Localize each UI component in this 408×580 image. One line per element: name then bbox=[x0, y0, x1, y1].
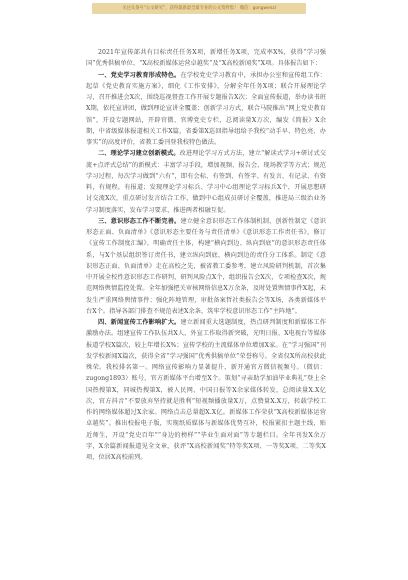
intro-paragraph: 2021年宣传部共有目标责任任务X项，新增任务X项，完成率X%，获得“学习强国”优秀供稿单位、“X高校新媒体运营卓越奖”及“X高校新闻奖”X项。具体报告如下： bbox=[86, 49, 326, 68]
section-heading: 四、新闻宣传工作影响扩大。 bbox=[98, 319, 181, 326]
report-body bbox=[86, 47, 326, 463]
section-text: 改进理论学习方式方法，建立“解读式学习+研讨式交流+点评式总结”的新模式：丰富学习手段，增加视频、报告会、现场教学等方式；规范学习过程，每次学习做到“六有”，即有会标、有签到、有签字、有发言、有记录、有资料，有规程，有报道；发现理论学习标兵、学习中心组理论学习标兵X个，开展思想研讨交流X次，重点研讨发言结合工作，做到中心组成员研讨全覆盖，推进局三级治业务学习制度落实，发布学习要求，推进两者相融互促。 bbox=[86, 150, 327, 214]
section-text: 在学校党史学习教育中，承担办公室和宣传组工作：起草《党史教育实施方案》，细化《工作安排》，分解全年任务X项；联合开展理论学习，召开推进会X次，围绕巡视督查工作开展专题报告X次；全面宣传报道，举办读书班X期，依托宣讲团，做到理论宣讲全覆盖；创新学习方式，联合马院推出“网上党史教育馆”，开设专题网站，开辟官微、官博党史专栏，总阅读量X万次，编发《简报》X余期，中省级媒体报道相关工作X篇，省委第X巡回指导组给予我校“动手早、特色亮、办事实”的高度评价，省教工委刊登我校特色做法。 bbox=[86, 71, 326, 146]
section-heading: 一、党史学习教育形成特色。 bbox=[98, 71, 181, 79]
section-heading: 二、理论学习建立创新模式。 bbox=[98, 150, 180, 158]
section-ideology bbox=[86, 216, 326, 317]
section-theory-study bbox=[86, 148, 326, 216]
section-text: 建立新闻重大选题制度，热点研判制度和新媒体工作激励办法。组建宣传工作队伍共X人，外宣工作取得新突破，光明日报、X电视台等媒体报道学校X篇次，较上年增长X%；宣传学校的主流媒体单位增加X家。在“学习强国”刊发学校新闻X篇次，获得全省“学习强国”优秀供稿单位”荣誉称号。全省仅X所高校获此殊荣。我校排名第一。网络宣传影响力显著提升，新开通官方微信视频号。（微信：zugong1893）账号，官方新媒体平台增至X个。策划“寻亲助学加油毕业典礼”登上全国热搜第X，同城热搜第X，被人民网、中国日报等X余家媒体转发，总阅读量X.X亿次，官方抖音“不要放弃坚持就是胜利”短视频播放量X万，点赞量X.X万，转载学校工作的网络媒体超过X余家。网络点击总量超X.X亿。新媒体工作荣获“X高校新媒体运营卓越奖”。推出校报电子版，实现纸质媒体与新媒体优势互补，校报紧扣主题主线，贴近师生，开设“党史百年”“身边的榜样”“毕业生面对面”等专题栏目。全年刊发X余万字，X余篇新闻报道见全文章，获评“X高校新闻奖”特等奖X项、一等奖X项、二等奖X项，位居X高校前列。 bbox=[86, 319, 326, 461]
section-text: 建立健全意识形态工作体制机制，创新性制定《意识形态正面、负面清单》《意识形态主要任务与责任清单》《意识形态工作责任书》，修订《宣传工作制度汇编》，明确责任主体，构建“横向到边、纵向到底”的意识形态责任体系，与X个基层组织签订责任书，建立纵向到底、横向到边的责任分工体系。制定《意识形态正面、负面清单》走在高校之先，被省教工委参考。建立风险研判机制，首次集中开展全校性意识形态工作研判，研判风险点X个，组织报告会X次，专项检查X次，规范网络舆情监控处置。全年加强把关审核网络信息X万余条，及时处置舆情事件X起，未发生严重网络舆情事件；强化阵地管理，审批备案哲社类报告会等X场，各类新媒体平台X个。指导各部门排查不规范表述X余条，筑牢学校意识形态工作“主阵地”。 bbox=[86, 217, 326, 315]
section-heading: 三、意识形态工作不断完善。 bbox=[98, 217, 181, 225]
promo-banner[interactable]: 关注头条号“公文研究”，获得最新最全最专业的公文资料集！ 微信：gongwenzl bbox=[92, 3, 306, 14]
section-party-history bbox=[86, 70, 326, 149]
section-news-publicity bbox=[86, 317, 326, 463]
